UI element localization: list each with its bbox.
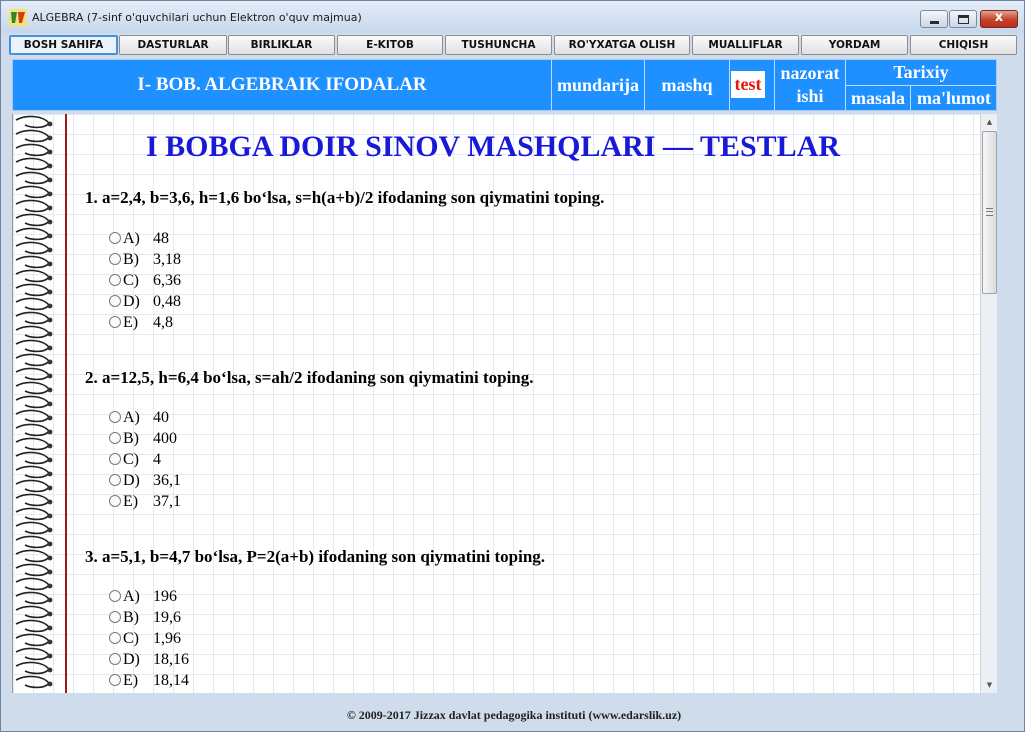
main-nav bbox=[9, 35, 1018, 57]
chapter-title: I- BOB. ALGEBRAIK IFODALAR bbox=[137, 74, 427, 95]
option-letter: C) bbox=[123, 630, 139, 647]
option-value: 48 bbox=[153, 230, 169, 247]
question-1: 1. a=2,4, b=3,6, h=1,6 bo‘lsa, s=h(a+b)/2 ifodaning son qiymatini toping. bbox=[85, 188, 605, 207]
test-link[interactable]: test bbox=[731, 71, 765, 98]
option-3c[interactable] bbox=[109, 628, 181, 649]
option-value: 4,8 bbox=[153, 314, 173, 331]
tarixiy-masala-link[interactable]: masala bbox=[851, 88, 905, 108]
option-value: 400 bbox=[153, 430, 177, 447]
nav-tushuncha[interactable]: TUSHUNCHA bbox=[445, 35, 552, 55]
option-1a[interactable] bbox=[109, 228, 169, 249]
window-title: ALGEBRA (7-sinf o'quvchilari uchun Elektron o'quv majmua) bbox=[32, 11, 362, 24]
option-3d[interactable] bbox=[109, 649, 189, 670]
option-letter: C) bbox=[123, 272, 139, 289]
nav-bosh-sahifa[interactable]: BOSH SAHIFA bbox=[9, 35, 118, 55]
nav-yordam[interactable]: YORDAM bbox=[801, 35, 908, 55]
radio-icon[interactable] bbox=[109, 253, 121, 265]
option-value: 3,18 bbox=[153, 251, 181, 268]
nav-mualliflar[interactable]: MUALLIFLAR bbox=[692, 35, 799, 55]
notebook-margin-line bbox=[65, 114, 67, 693]
nav-birliklar[interactable]: BIRLIKLAR bbox=[228, 35, 335, 55]
option-2b[interactable] bbox=[109, 428, 177, 449]
option-3a[interactable] bbox=[109, 586, 177, 607]
radio-icon[interactable] bbox=[109, 590, 121, 602]
nazorat-label-line2: ishi bbox=[796, 86, 824, 106]
scroll-up-arrow-icon[interactable]: ▲ bbox=[986, 118, 993, 126]
nav-chiqish[interactable]: CHIQISH bbox=[910, 35, 1017, 55]
nazorat-ishi-link[interactable] bbox=[775, 60, 845, 110]
option-letter: E) bbox=[123, 314, 139, 331]
option-1b[interactable] bbox=[109, 249, 181, 270]
option-letter: A) bbox=[123, 409, 140, 426]
option-2c[interactable] bbox=[109, 449, 161, 470]
maximize-icon bbox=[958, 15, 969, 24]
option-value: 40 bbox=[153, 409, 169, 426]
option-value: 196 bbox=[153, 588, 177, 605]
radio-icon[interactable] bbox=[109, 316, 121, 328]
close-button[interactable] bbox=[980, 10, 1018, 28]
page-title: I BOBGA DOIR SINOV MASHQLARI — TESTLAR bbox=[145, 130, 841, 163]
test-content-area bbox=[12, 114, 980, 693]
nazorat-label-line1: nazorat bbox=[780, 63, 840, 83]
vertical-scrollbar[interactable] bbox=[980, 114, 997, 693]
radio-icon[interactable] bbox=[109, 632, 121, 644]
footer-copyright: © 2009-2017 Jizzax davlat pedagogika instituti (www.edarslik.uz) bbox=[346, 708, 682, 722]
radio-icon[interactable] bbox=[109, 474, 121, 486]
option-letter: D) bbox=[123, 293, 140, 310]
radio-icon[interactable] bbox=[109, 653, 121, 665]
scroll-down-arrow-icon[interactable]: ▼ bbox=[986, 681, 993, 689]
option-letter: A) bbox=[123, 230, 140, 247]
minimize-button[interactable] bbox=[920, 10, 948, 28]
option-letter: A) bbox=[123, 588, 140, 605]
option-value: 6,36 bbox=[153, 272, 181, 289]
option-value: 18,16 bbox=[153, 651, 189, 668]
option-2a[interactable] bbox=[109, 407, 169, 428]
radio-icon[interactable] bbox=[109, 674, 121, 686]
option-2e[interactable] bbox=[109, 491, 181, 512]
header-divider bbox=[729, 60, 730, 110]
radio-icon[interactable] bbox=[109, 432, 121, 444]
radio-icon[interactable] bbox=[109, 453, 121, 465]
notebook-spiral-icon bbox=[13, 114, 59, 693]
tarixiy-malumot-link[interactable]: ma'lumot bbox=[917, 88, 991, 108]
radio-icon[interactable] bbox=[109, 232, 121, 244]
option-1e[interactable] bbox=[109, 312, 173, 333]
maximize-button[interactable] bbox=[949, 10, 977, 28]
chapter-header bbox=[12, 59, 997, 111]
option-2d[interactable] bbox=[109, 470, 181, 491]
mashq-link[interactable]: mashq bbox=[661, 75, 713, 95]
option-value: 36,1 bbox=[153, 472, 181, 489]
option-letter: E) bbox=[123, 493, 139, 510]
nav-dasturlar[interactable]: DASTURLAR bbox=[119, 35, 227, 55]
scrollbar-thumb[interactable] bbox=[982, 131, 997, 294]
option-value: 4 bbox=[153, 451, 161, 468]
option-value: 18,14 bbox=[153, 672, 189, 689]
radio-icon[interactable] bbox=[109, 611, 121, 623]
option-3e[interactable] bbox=[109, 670, 189, 691]
radio-icon[interactable] bbox=[109, 495, 121, 507]
radio-icon[interactable] bbox=[109, 274, 121, 286]
radio-icon[interactable] bbox=[109, 411, 121, 423]
option-1c[interactable] bbox=[109, 270, 181, 291]
tarixiy-label: Tarixiy bbox=[893, 62, 949, 82]
option-1d[interactable] bbox=[109, 291, 181, 312]
question-2: 2. a=12,5, h=6,4 bo‘lsa, s=ah/2 ifodaning son qiymatini toping. bbox=[85, 368, 534, 387]
option-value: 19,6 bbox=[153, 609, 181, 626]
option-letter: D) bbox=[123, 651, 140, 668]
option-letter: B) bbox=[123, 609, 139, 626]
title-bar[interactable] bbox=[1, 1, 1024, 33]
question-3: 3. a=5,1, b=4,7 bo‘lsa, P=2(a+b) ifodaning son qiymatini toping. bbox=[85, 547, 546, 566]
app-logo-icon bbox=[9, 9, 27, 26]
option-value: 0,48 bbox=[153, 293, 181, 310]
option-letter: E) bbox=[123, 672, 139, 689]
option-letter: B) bbox=[123, 430, 139, 447]
option-letter: D) bbox=[123, 472, 140, 489]
close-icon: x bbox=[994, 10, 1004, 25]
option-letter: B) bbox=[123, 251, 139, 268]
minimize-icon bbox=[930, 21, 939, 24]
radio-icon[interactable] bbox=[109, 295, 121, 307]
nav-e-kitob[interactable]: E-KITOB bbox=[337, 35, 443, 55]
option-letter: C) bbox=[123, 451, 139, 468]
option-value: 37,1 bbox=[153, 493, 181, 510]
nav-royxatga-olish[interactable]: RO'YXATGA OLISH bbox=[554, 35, 690, 55]
option-value: 1,96 bbox=[153, 630, 181, 647]
mundarija-link[interactable]: mundarija bbox=[556, 75, 639, 95]
scroll-grip-icon bbox=[986, 208, 993, 216]
option-3b[interactable] bbox=[109, 607, 181, 628]
